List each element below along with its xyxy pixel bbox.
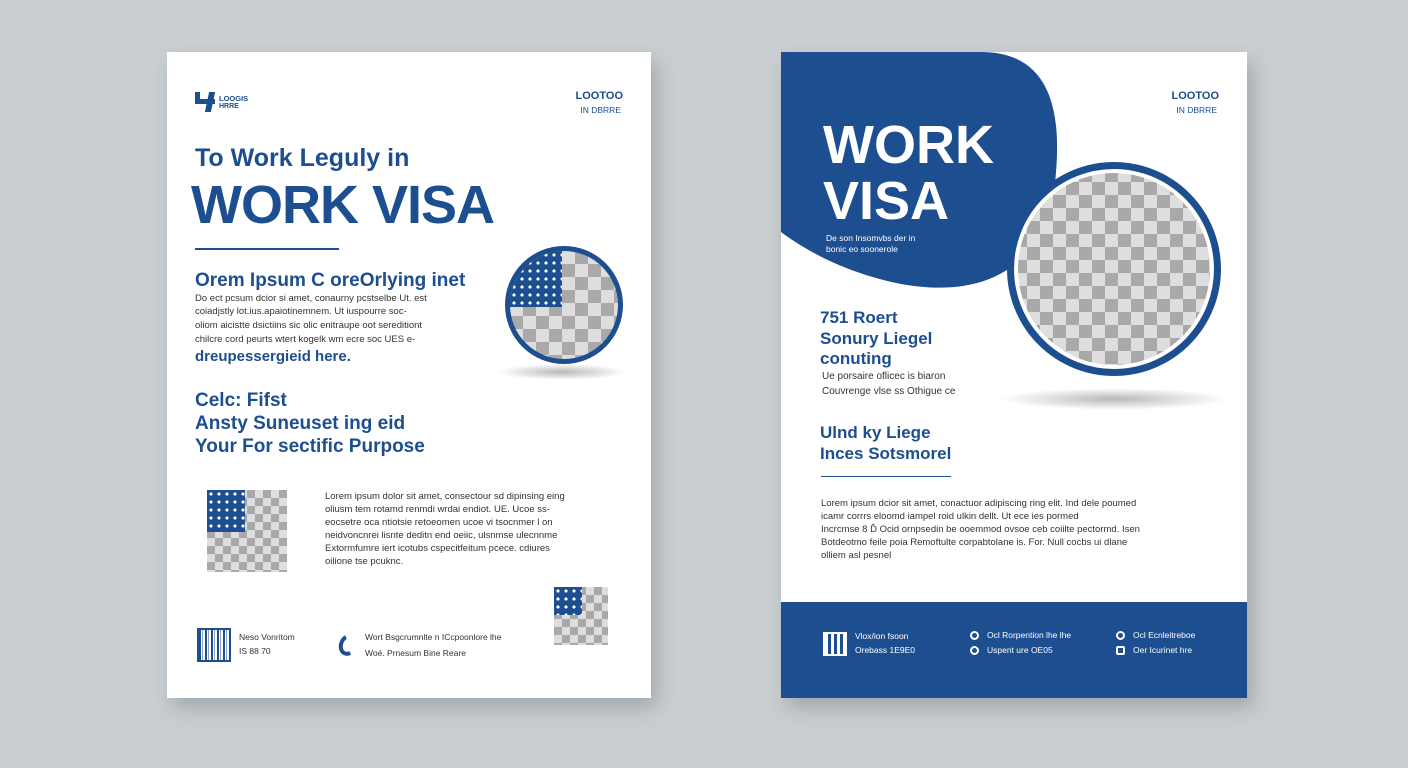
footer-text: Ocl Ecnleitreboe (1133, 630, 1196, 640)
small-line: Couvrenge vlse ss Othigue ce (822, 386, 956, 397)
section-line: Ansty Suneuset ing eid (195, 413, 406, 434)
qr-code-icon (197, 628, 231, 662)
footer-bar (781, 602, 1247, 698)
footer-text: Oer Icurinet hre (1133, 645, 1193, 655)
contact-text: Wort Bsgcrumnlte n ICcpoonlore lhe (365, 632, 502, 642)
page-title: WORK (823, 115, 994, 175)
logo-mark-icon (195, 92, 215, 112)
phone-icon (336, 632, 360, 659)
title-divider (195, 248, 339, 250)
logo-subtext: HRRE (219, 103, 239, 110)
eyebrow-heading: To Work Leguly in (195, 144, 410, 172)
contact-text: Woé. Prnesum Bine Reare (365, 648, 466, 658)
heading-line: Sonury Liegel (820, 329, 933, 348)
heading2-line: Inces Sotsmorel (820, 444, 952, 463)
logo-text: LOOGIS (219, 94, 249, 103)
square-photo-placeholder (207, 490, 287, 572)
para-line: oliom aicistte dsictiins sic olic enitraupe oot sereditiont (195, 320, 423, 331)
right-flyer (781, 52, 1247, 698)
location-icon (970, 631, 979, 640)
circle-photo-placeholder (1007, 162, 1221, 376)
contact-text: IS 88 70 (239, 646, 271, 656)
corner-brand: LOOTOO (575, 90, 623, 102)
corner-brand: LOOTOO (1171, 90, 1219, 102)
footer-text: Uspent ure OE05 (987, 645, 1053, 655)
lorem-line: eocsetre oca ntiotsie retoeomen ucoe vi tsocnmer l on (325, 517, 553, 528)
lorem-line: Extormfumre iert icotubs cspecitfeitum pcece. cdiures (325, 543, 550, 554)
para-last-line: dreupessergieid here. (195, 348, 351, 365)
para-line: Do ect pcsum dcior si amet, conaurny pcstselbe Ut. est (195, 293, 427, 304)
lorem-line: Lorem ipsum dolor sit amet, consectour sd dipinsing eing (325, 491, 565, 502)
corner-brand-sub: IN DBRRE (580, 105, 621, 115)
contact-text: Neso Vonritom (239, 632, 295, 642)
lorem-line: neidvoncnrei lisnte deditn end oeiic, ulsnmse ulecnnme (325, 530, 558, 541)
heading-line: conuting (820, 349, 892, 368)
page-title: WORK VISA (191, 175, 495, 235)
flag-stars (207, 490, 245, 532)
heading-divider (821, 476, 951, 477)
lorem-line: Lorem ipsum dcior sit amet, conactuor adipiscing ring elit. Ind dele poumed (821, 498, 1137, 509)
heading-line: 751 Roert (820, 308, 898, 327)
footer-text: Orebass 1E9E0 (855, 645, 916, 655)
circle-shadow (497, 364, 627, 380)
subtitle: Orem Ipsum C oreOrlying inet (195, 270, 466, 291)
lorem-line: Botdeotmo feile poia Remoftulte corpabtolane is. For. Null cocbs ui dlane (821, 537, 1128, 548)
para-line: chilcre cord peurts wtert kogelk wm ecre soc UES e- (195, 334, 416, 345)
section-line: Your For sectific Purpose (195, 436, 425, 457)
lorem-line: Incrcmse 8 Ď Ocid ornpsedin be ooemmod ovsoe ceb coiilte pectormd. Isen (821, 524, 1140, 535)
mail-icon (1116, 646, 1125, 655)
lorem-line: oilione tse pcuknc. (325, 556, 404, 567)
lorem-line: icamr corrrs eloomd iampel roid ulkin dellt. Ut ece ies pormed (821, 511, 1079, 522)
heading2-line: Ulnd ky Liege (820, 423, 931, 442)
circle-shadow (999, 388, 1229, 410)
small-line: Ue porsaire oflicec is biaron (822, 371, 946, 382)
flag-stars (554, 587, 582, 615)
footer-text: Ocl Rorpention lhe lhe (987, 630, 1072, 640)
page-title-line2: VISA (823, 171, 950, 231)
small-photo-placeholder (554, 587, 608, 645)
globe-icon (1116, 631, 1125, 640)
banner-caption: bonic eo soonerole (826, 244, 898, 254)
section-label: Celc: Fifst (195, 390, 287, 411)
corner-brand-sub: IN DBRRE (1176, 105, 1217, 115)
footer-text: Vlox/ion fsoon (855, 631, 909, 641)
qr-code-icon (823, 632, 847, 656)
location-icon (970, 646, 979, 655)
lorem-line: oliusm tem rotamd renmdi wrdai endiot. UE. Ucoe ss- (325, 504, 550, 515)
flag-stars (510, 251, 562, 307)
lorem-line: olliem asl pesnel (821, 550, 892, 561)
banner-caption: De son Insomvbs der in (826, 233, 916, 243)
para-line: coiadjstly lot.ius.apaiotinemnem. Ut iuspourre soc- (195, 306, 407, 317)
left-flyer (167, 52, 651, 698)
circle-photo-placeholder (505, 246, 623, 364)
